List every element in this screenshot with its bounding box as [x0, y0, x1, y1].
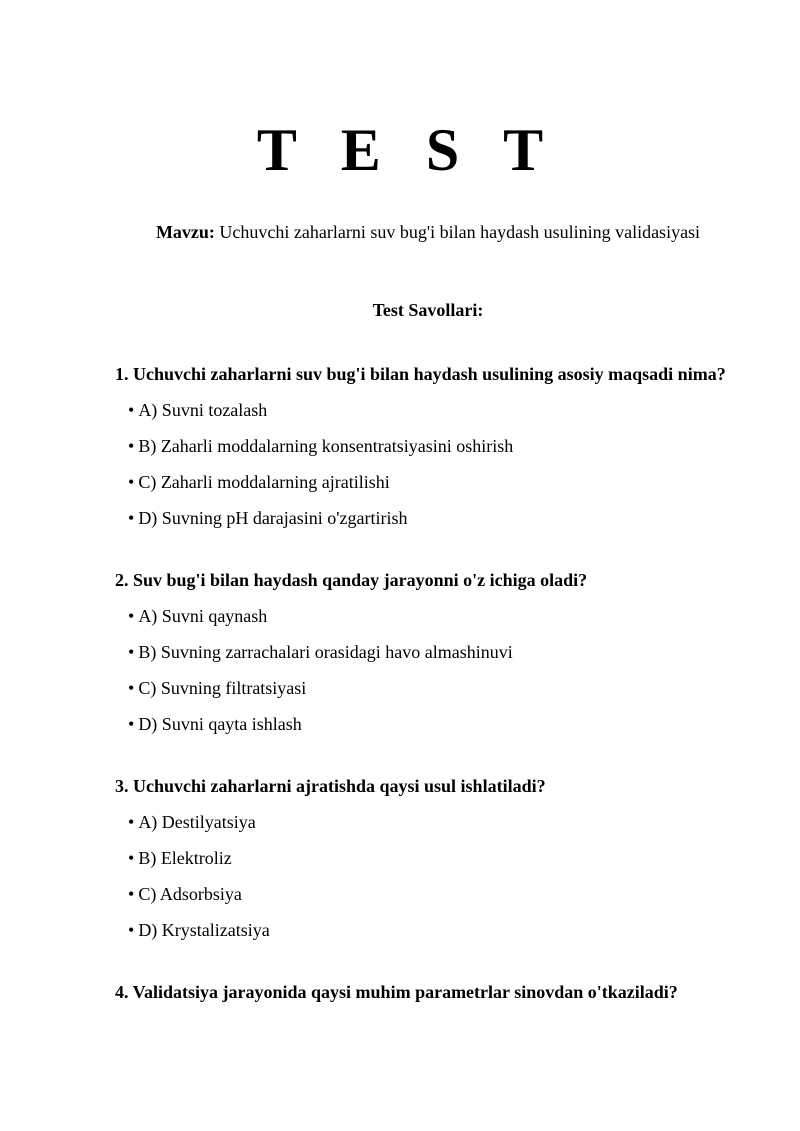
topic-label: Mavzu:	[155, 222, 215, 242]
option-item	[115, 882, 775, 906]
option-text: C) Zaharli moddalarning ajratilishi	[138, 472, 390, 492]
option-text: B) Suvning zarrachalari orasidagi havo almashinuvi	[138, 642, 513, 662]
option-item	[115, 918, 775, 942]
option-item	[115, 810, 775, 834]
question-text: 1. Uchuvchi zaharlarni suv bug'i bilan haydash usulining asosiy maqsadi nima?	[115, 364, 726, 384]
option-item	[115, 398, 775, 422]
bullet-icon: •	[128, 884, 135, 904]
option-text: A) Suvni tozalash	[138, 400, 268, 420]
bullet-icon: •	[128, 472, 135, 492]
option-text: A) Suvni qaynash	[138, 606, 268, 626]
question-3	[115, 774, 775, 942]
option-text: D) Suvni qayta ishlash	[138, 714, 302, 734]
bullet-icon: •	[128, 508, 135, 528]
option-item	[115, 434, 775, 458]
question-list	[115, 362, 775, 1042]
option-item	[115, 506, 775, 530]
option-item	[115, 712, 775, 736]
bullet-icon: •	[128, 606, 135, 626]
bullet-icon: •	[128, 848, 135, 868]
question-4	[115, 980, 775, 1004]
section-heading: Test Savollari:	[372, 300, 484, 320]
bullet-icon: •	[128, 714, 135, 734]
topic-line	[0, 220, 800, 244]
bullet-icon: •	[128, 436, 135, 456]
option-item	[115, 676, 775, 700]
option-item	[115, 846, 775, 870]
question-text: 2. Suv bug'i bilan haydash qanday jarayonni o'z ichiga oladi?	[115, 570, 588, 590]
question-text: 3. Uchuvchi zaharlarni ajratishda qaysi usul ishlatiladi?	[115, 776, 546, 796]
option-text: D) Suvning pH darajasini o'zgartirish	[138, 508, 408, 528]
bullet-icon: •	[128, 642, 135, 662]
option-text: D) Krystalizatsiya	[138, 920, 270, 940]
option-text: B) Zaharli moddalarning konsentratsiyasini oshirish	[138, 436, 514, 456]
bullet-icon: •	[128, 678, 135, 698]
bullet-icon: •	[128, 400, 135, 420]
option-item	[115, 640, 775, 664]
bullet-icon: •	[128, 812, 135, 832]
option-item	[115, 470, 775, 494]
topic-text: Uchuvchi zaharlarni suv bug'i bilan haydash usulining validasiyasi	[214, 222, 701, 242]
option-item	[115, 604, 775, 628]
option-text: B) Elektroliz	[138, 848, 232, 868]
document-title: T E S T	[256, 117, 559, 183]
option-text: C) Suvning filtratsiyasi	[138, 678, 307, 698]
question-2	[115, 568, 775, 736]
question-text: 4. Validatsiya jarayonida qaysi muhim parametrlar sinovdan o'tkaziladi?	[115, 982, 678, 1002]
option-text: A) Destilyatsiya	[138, 812, 256, 832]
bullet-icon: •	[128, 920, 135, 940]
option-text: C) Adsorbsiya	[138, 884, 242, 904]
question-1	[115, 362, 775, 530]
